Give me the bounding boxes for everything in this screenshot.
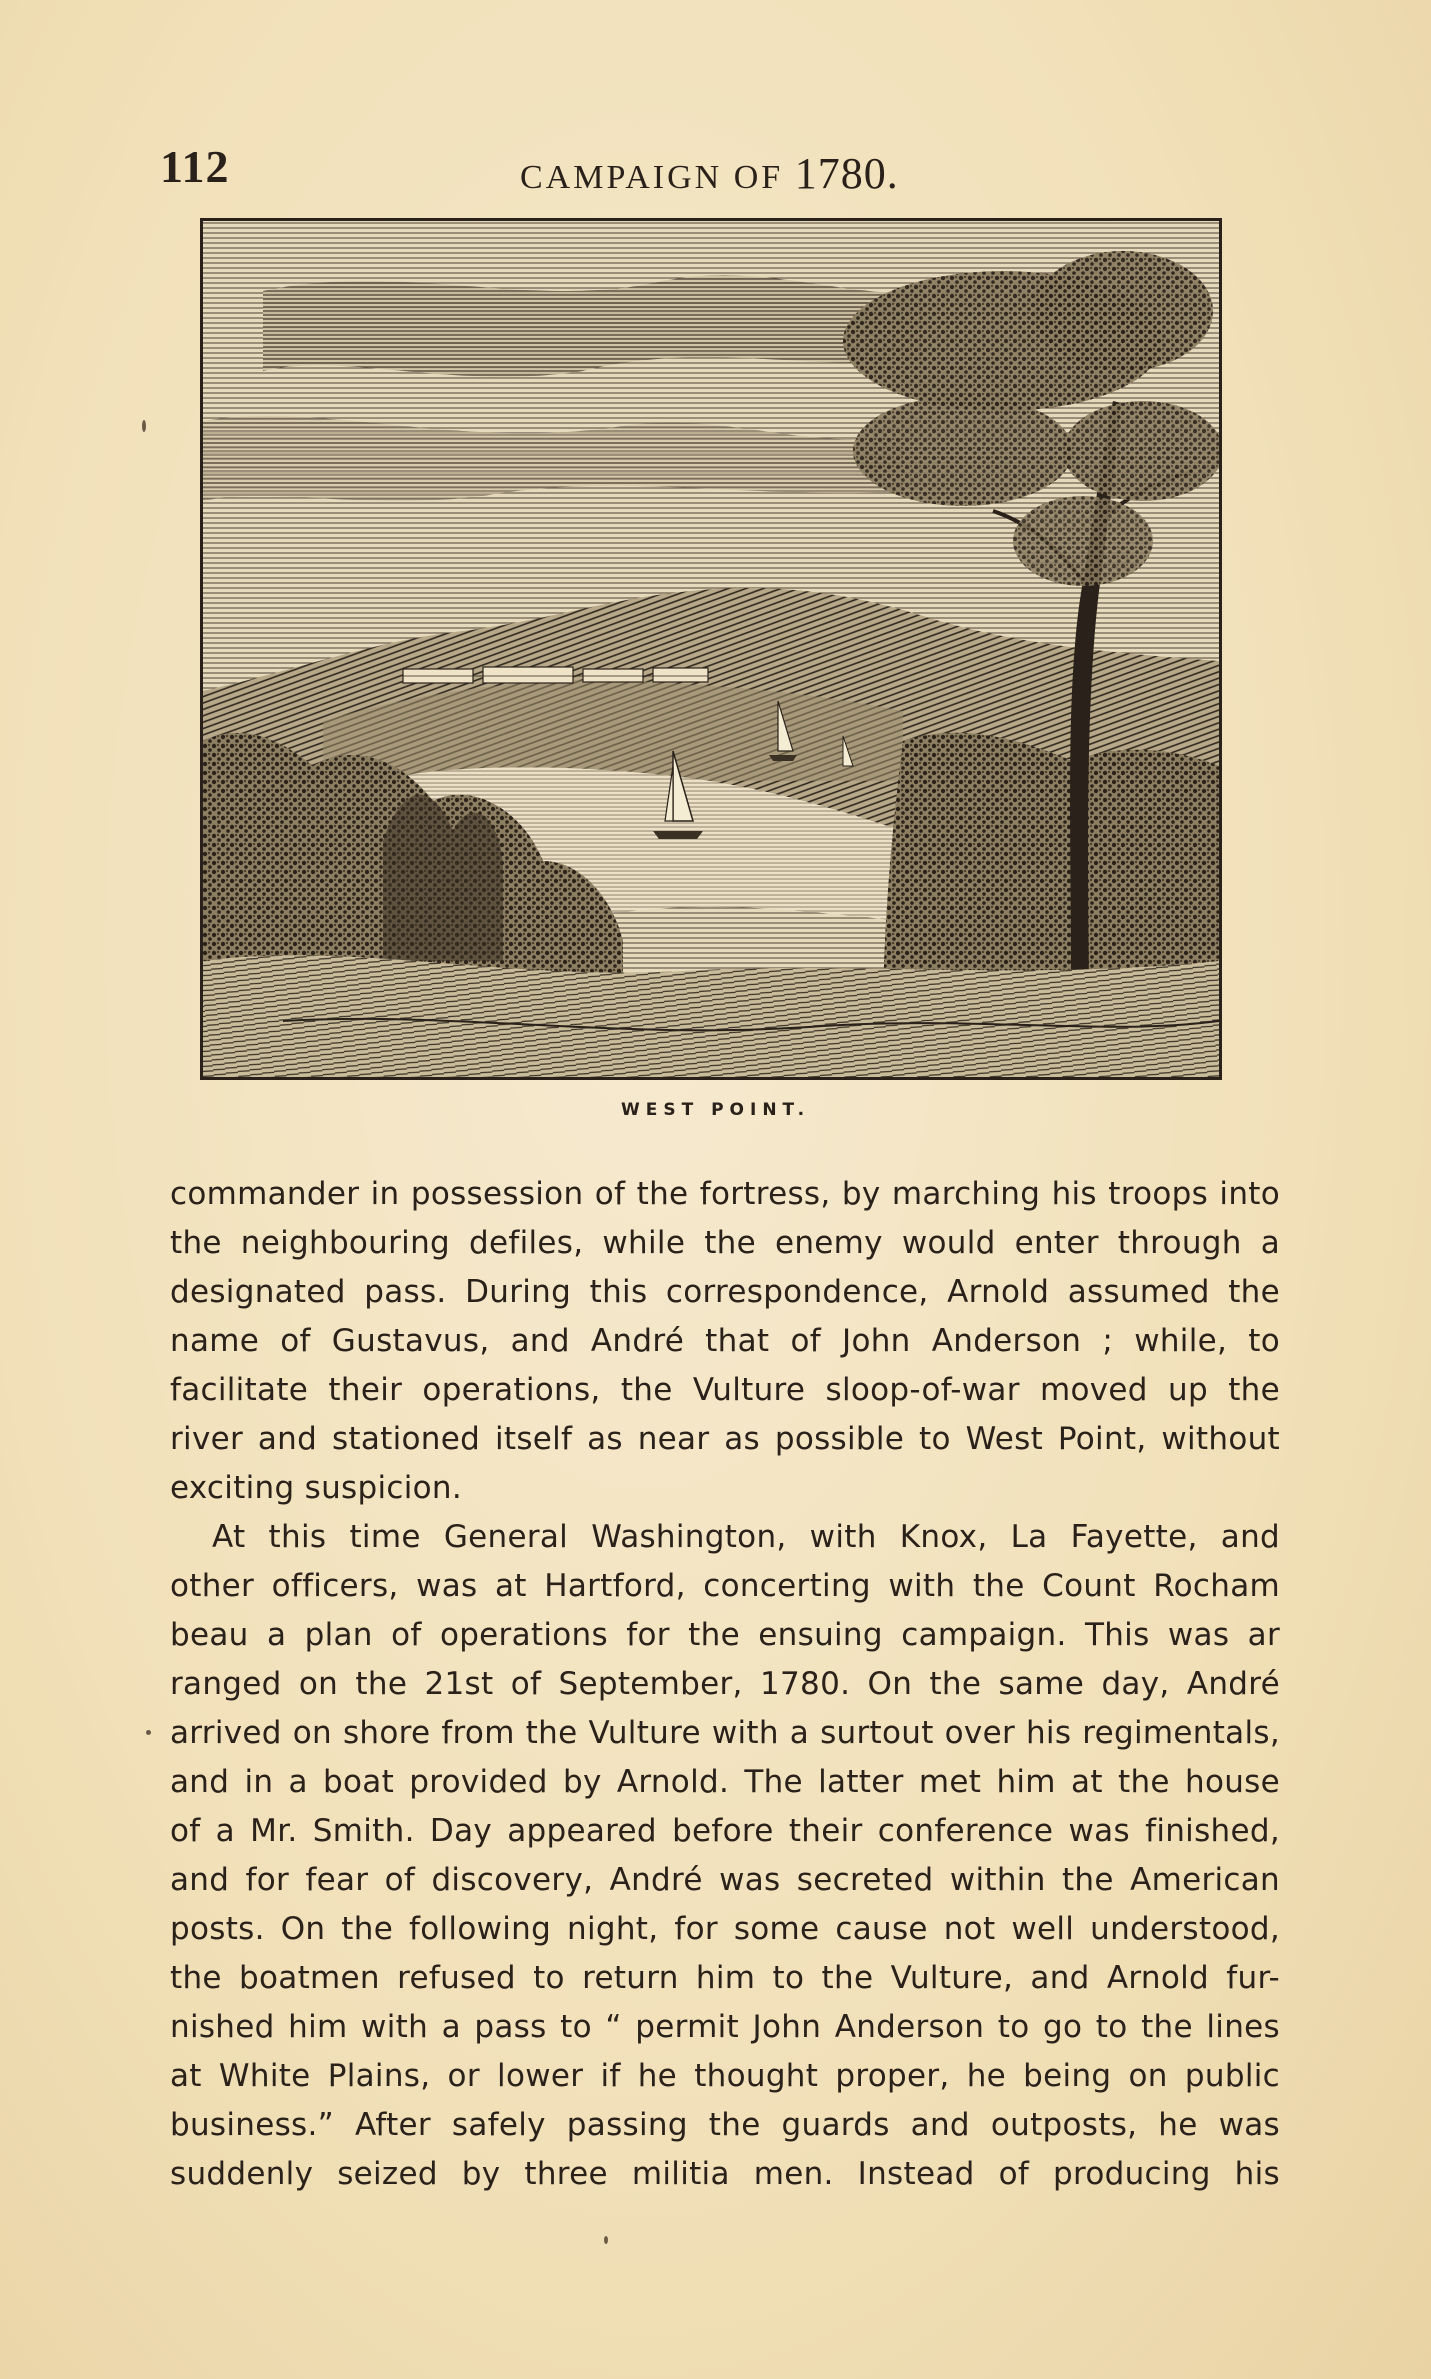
body-text — [170, 1170, 1280, 2199]
text-line: arrived on shore from the Vulture with a surtout over his regimentals, — [170, 1715, 1280, 1751]
text-line: ranged on the 21st of September, 1780. On the same day, André — [170, 1666, 1280, 1702]
text-line: At this time General Washington, with Knox, La Fayette, and — [212, 1519, 1280, 1555]
text-line: designated pass. During this correspondence, Arnold assumed the — [170, 1274, 1280, 1310]
text-line: other officers, was at Hartford, concerting with the Count Rocham — [170, 1568, 1280, 1604]
text-line: nished him with a pass to “ permit John Anderson to go to the lines — [170, 2009, 1280, 2045]
fort-buildings — [403, 667, 708, 683]
page-number: 112 — [160, 141, 230, 192]
running-title-year: 1780. — [794, 149, 899, 198]
west-point-engraving — [200, 218, 1222, 1080]
page-header — [160, 140, 1280, 210]
text-line: at White Plains, or lower if he thought proper, he being on public — [170, 2058, 1280, 2094]
engraving-illustration — [203, 221, 1219, 1077]
text-line: river and stationed itself as near as possible to West Point, without — [170, 1421, 1280, 1457]
cloud-bank — [263, 275, 923, 376]
text-line: and in a boat provided by Arnold. The latter met him at the house — [170, 1764, 1280, 1800]
text-line: name of Gustavus, and André that of John Anderson ; while, to — [170, 1323, 1280, 1359]
running-title — [520, 148, 899, 199]
pine-tree — [383, 795, 503, 961]
figure-caption: WEST POINT. — [620, 1100, 811, 1120]
paper-mark — [604, 2236, 608, 2244]
text-line: posts. On the following night, for some cause not well understood, — [170, 1911, 1280, 1947]
text-line: exciting suspicion. — [170, 1470, 462, 1506]
text-line: and for fear of discovery, André was secreted within the American — [170, 1862, 1280, 1898]
text-line: business.” After safely passing the guards and outposts, he was — [170, 2107, 1280, 2143]
foreground-ground — [203, 955, 1219, 1077]
text-line: suddenly seized by three militia men. Instead of producing his — [170, 2156, 1280, 2192]
paper-mark — [146, 1730, 151, 1735]
text-line: the boatmen refused to return him to the Vulture, and Arnold fur- — [170, 1960, 1280, 1996]
text-line: beau a plan of operations for the ensuing campaign. This was ar — [170, 1617, 1280, 1653]
text-line: of a Mr. Smith. Day appeared before their conference was finished, — [170, 1813, 1280, 1849]
text-line: commander in possession of the fortress, by marching his troops into — [170, 1176, 1280, 1212]
paper-mark — [142, 420, 146, 432]
text-line: the neighbouring defiles, while the enemy would enter through a — [170, 1225, 1280, 1261]
text-line: facilitate their operations, the Vulture sloop-of-war moved up the — [170, 1372, 1280, 1408]
running-title-text: CAMPAIGN OF — [520, 159, 784, 196]
